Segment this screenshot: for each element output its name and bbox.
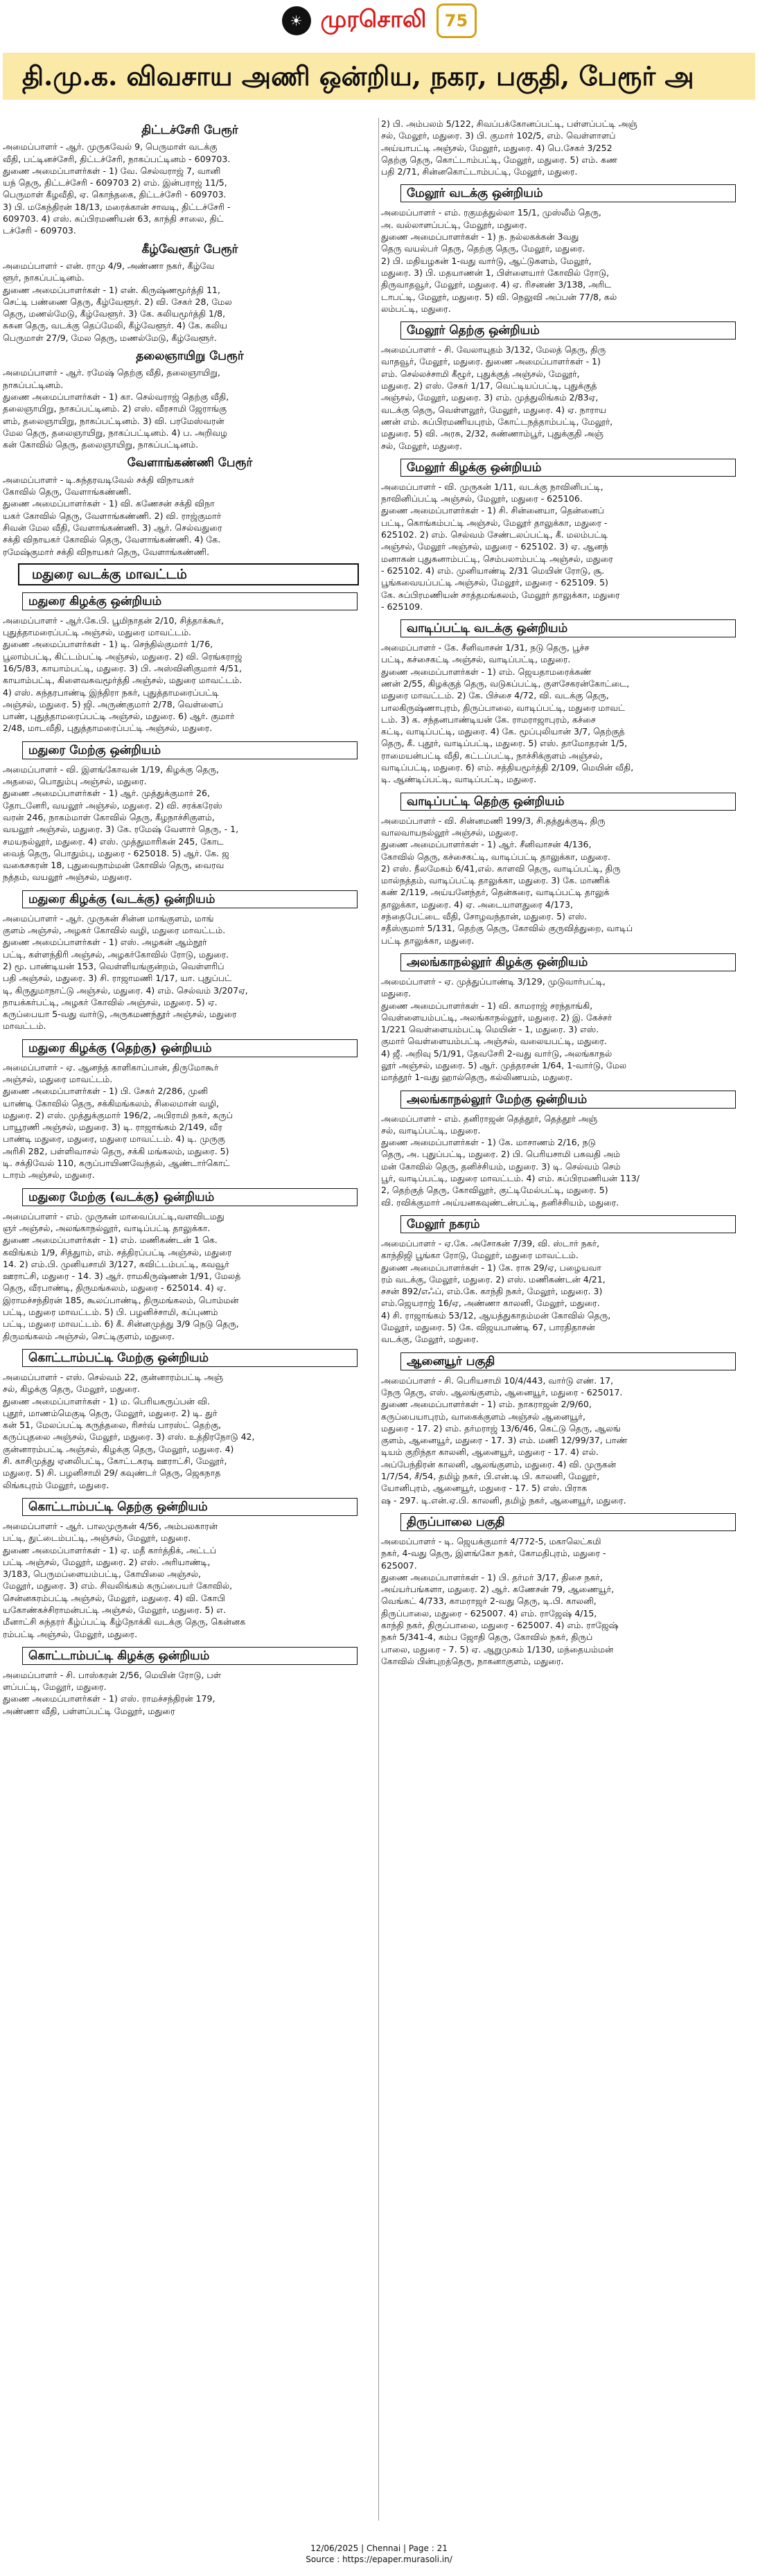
section-heading: மதுரை மேற்கு (வடக்கு) ஒன்றியம் (28, 1190, 215, 1204)
text-line: குளம் அஞ்சல், அழகர் கோவில் வழி, மதுரை மாவட்டம். (3, 925, 226, 936)
text-line: மதுரை. 5) வி. அரசு, 2/32, சுண்ணாம்பூர், புதுக்குதி அஞ் (381, 428, 603, 439)
text-line: 2) மூ. பாண்டியன் 153, வெள்ளியங்குன்றம், வெள்ளரிப் (3, 960, 224, 971)
text-line: சென்னகரம்பட்டி அஞ்சல், மேலூர், மதுரை. 4) வி. கோபி (3, 1592, 225, 1603)
text-line: துணை அமைப்பாளர்கள் - 1) வே. செல்வராஜ் 7, வானி (3, 165, 221, 176)
text-line: எம்.ஜெயராஜ் 16/ஏ, அண்ணா காலனி, மேலூர், மதுரை. (381, 1298, 600, 1309)
text-line: 1/221 வெள்ளையம்பட்டி மெயின் - 1, மதுரை. 3) எஸ். (381, 1024, 599, 1035)
text-line: துணை அமைப்பாளர்கள் - 1) எம். ஜெயதாமரைக்கண் (381, 666, 592, 677)
section-heading: மேலூர் வடக்கு ஒன்றியம் (407, 186, 543, 201)
text-line: பதி அஞ்சல், மதுரை. 3) சி. ராஜாமணி 1/17, யா. புதுப்பட் (3, 973, 232, 984)
text-line: பட்டி தாலுக்கா, மதுரை. (381, 935, 475, 946)
text-line: குளம், ஆனையூர், மதுரை - 17. 3) எம். மணி 12/99/37, பாண் (381, 1435, 628, 1446)
right-column (381, 118, 755, 2521)
text-line: நகர், 4-வது தெரு, இளங்கோ நகர், கோமதிபுரம், மதுரை - (381, 1548, 606, 1559)
text-line: பாலகிருஷ்ணாபுரம், திருப்பாலை, வாடிப்பட்டி, மதுரை மாவட் (381, 702, 625, 713)
text-line: மதுரை. 3) பி. மதயாணன் 1, பிள்ளையார் கோவில் ரோடு, (381, 267, 610, 278)
text-line: அ. வல்லாளப்பட்டி, மேலூர், மதுரை. (381, 219, 527, 230)
sun-emblem-icon: ☀ (282, 6, 311, 35)
text-line: 3/183, பெருமப்ளையம்பட்டி, கோயிலை அஞ்சல், (3, 1569, 201, 1580)
text-line: சல், கிழக்கு தெரு, மேலூர், மதுரை. (3, 1384, 140, 1395)
footer-source: Source : https://epaper.murasoli.in/ (306, 2555, 452, 2564)
text-line: டி. ஆண்டிப்பட்டி, வாடிப்பட்டி, மதுரை. (381, 774, 537, 785)
text-line: புதூர், மாணம்மெகுடி தெரு, மேலூர், மதுரை. 2) டி. துர் (3, 1407, 218, 1418)
text-line: பட்டி, கச்சைகட்டி அஞ்சல், வாடிப்பட்டி, மதுரை. (381, 654, 571, 665)
text-line: தெரு, கீ. புதூர், வாடிப்பட்டி, மதுரை. 5) எஸ். தாமோதரன் 1/5, (381, 738, 628, 749)
text-line: அமைப்பாளர் - சி. வேலாயுதம் 3/132, மேலத் தெரு, திரு (381, 344, 606, 355)
text-line: வெள்ளையம்பட்டி, அலங்காநல்லூர், மதுரை. 2) இ. கேச்சர் (381, 1012, 612, 1023)
text-line: மால்நத்தம், வாடிப்பட்டி தாலுக்கா, மதுரை. 3) கே. மாணிக் (381, 875, 610, 886)
text-line: மேலூர், மதுரை. 3) எம். சிவலிங்கம் கருப்பையர் கோவில், (3, 1580, 233, 1591)
text-line: துணை அமைப்பாளர்கள் - 1) கே. ராசு 29/ஏ, பழையவா (381, 1262, 601, 1273)
text-line: எம். செல்லச்சாமி கீழூர், புதுக்குத் அஞ்சல், மேலூர், (381, 368, 580, 379)
text-line: சதீஸ்குமார் 5/131, தெற்கு தெரு, கோவில் குருவித்துறை, வாடிப் (381, 923, 633, 934)
text-line: அமைப்பாளர் - வி. இளங்கோவன் 1/19, கிழக்கு தெரு, (3, 764, 219, 775)
text-line: பூர், வாடிப்பட்டி, மதுரை மாவட்டம். 4) எம். சுப்பிரமணியன் 113/ (381, 1173, 640, 1184)
section-heading-box (22, 890, 358, 908)
text-line: துணை அமைப்பாளர்கள் - 1) வி. காமராஜ் சரந்தாங்கி, (381, 1000, 593, 1011)
section-heading: அலங்காநல்லூர் கிழக்கு ஒன்றியம் (407, 955, 588, 969)
text-line: டி. சக்திவேல் 110, கருப்பாயிணவேந்தல், ஆண்டார்கொட் (3, 1158, 230, 1169)
text-line: மதுரை. 5) சி. பழனிசாமி 29/ கவுண்டர் தெரு, ஜெகநாத (3, 1467, 221, 1479)
text-line: பட்டி, மதுரை மாவட்டம். 6) கீ. சின்னமுத்து 3/9 நெடு தெரு, (3, 1318, 239, 1330)
text-line: டி, கிருதுமாநாட்டு அஞ்சல், மதுரை. 4) எம். செல்வம் 3/207ஏ, (3, 985, 248, 996)
text-line: ரமேஷ்குமார் சக்தி விநாயகர் தெரு, வேளாங்கண்ணி. (3, 546, 210, 557)
text-line: பெருமாள் கீழவீதி, ஏ. கொந்தகை, திட்டச்சேரி - 609703. (3, 189, 227, 200)
text-line: - 625102. 4) எம். முனியாண்டி 2/31 மெயின் ரோடு, சூ. (381, 565, 605, 576)
text-line: லிங்கபுரம் மேலூர், மதுரை. (3, 1479, 109, 1490)
text-line: வீதி, பட்டினச்சேரி, திட்டச்சேரி, நாகப்பட்டினம் - 609703. (3, 153, 231, 164)
text-line: மீனாட்சி சுந்தரர் கீழ்ப்பட்டி கீழ்நோக்கி வடக்கு தெரு, கென்னக (3, 1616, 246, 1627)
text-line: 2) எஸ். நீலமேகம் 6/41,எல். காளவி தெரு, வாடிப்பட்டி, திரு (381, 863, 621, 874)
text-line: அமைப்பாளர் - கே. சீனிவாசன் 1/31, நடு தெரு, பூச்ச (381, 642, 590, 653)
section-heading-box (400, 1215, 736, 1233)
text-line: நேரு தெரு, எஸ். ஆலங்குளம், ஆனையூர், மதுரை - 625017. (381, 1386, 623, 1397)
text-line: - 625109. (381, 601, 423, 612)
text-line: ராமையன்பட்டி வீதி, கட்டப்பட்டி, நாச்சிக்குளம் அஞ்சல், (381, 750, 603, 761)
text-line: மேல தெரு, தலைஞாயிறு, நாகப்பட்டினம். 4) ப. அறிவழ (3, 427, 228, 438)
text-line: யந் தெரு, திட்டச்சேரி - 609703 2) எம். இன்பராஜ் 11/5, (3, 177, 227, 188)
text-line: அமைப்பாளர் - ஆர். ரமேஷ் தெற்கு வீதி, தலைஞாயிறு, (3, 367, 220, 378)
text-line: அஞ்சல், மேலூர், மதுரை. 3) எம். முத்துலிங்கம் 2/83ஏ, (381, 392, 599, 403)
text-line: மாத்தூர் 1-வது ஹால்தெரு, கல்லிணயம், மதுரை. (381, 1072, 573, 1083)
text-line: புதுத்தாமரைப்பட்டி அஞ்சல், மதுரை மாவட்டம். (3, 627, 191, 638)
section-heading: மதுரை கிழக்கு ஒன்றியம் (28, 594, 162, 608)
text-line: மதுரை. 2) எஸ். முத்துக்குமார் 196/2, அபிராமி நகர், கருப் (3, 1109, 233, 1120)
section-heading: ஆனையூர் பகுதி (407, 1354, 495, 1368)
text-line: சி. காசிமுத்து ஏனலிபட்டி, கோட்டகரடி ஊராட்சி, மேலூர், (3, 1456, 227, 1467)
text-line: ஞர் அஞ்சல், அலங்காநல்லூர், வாடிப்பட்டி தாலுக்கா. (3, 1222, 211, 1233)
text-line: யகர் கோவில் தெரு, வேளாங்கண்ணி. 2) வி. ராஜ்குமார் (3, 510, 222, 521)
text-line: அய்யர்பங்களா, மதுரை. 2) ஆர். கணேசன் 79, ஆணையூர், (381, 1584, 615, 1595)
text-line: டாரம் அஞ்சல், மதுரை. (3, 1170, 95, 1181)
text-line: இராமச்சந்திரன் 185, கூலப்பாண்டி, திருமங்கலம், பொம்மன் (3, 1294, 239, 1305)
text-line: வைத் தெரு, பொதும்பு, மதுரை - 625018. 5) ஆர். கே. ஜ (3, 847, 229, 858)
section-heading-box (400, 1091, 736, 1109)
section-heading-box (22, 1039, 358, 1057)
text-line: டம். 3) க. சந்தனபாண்டியன் கே. ராமராஜாபுரம், கச்சை (381, 714, 596, 725)
section-heading: கீழ்வேளூர் பேரூர் (141, 242, 238, 256)
text-line: பூங்கவையப்பட்டி அஞ்சல், மேலூர், மதுரை - 625109. 5) (381, 577, 608, 588)
text-line: அமைப்பாளர் - ஆர். பாலமுருகன் 4/56, அம்பலகாரன் (3, 1520, 218, 1531)
text-line: மாவட்டம். (3, 1021, 46, 1032)
text-line: துணை அமைப்பாளர்கள் - 1) எஸ். அழகன் ஆம்நூர் (3, 937, 207, 948)
text-line: அஞ்சல், மேலூர் அஞ்சல், மதுரை - 625102. 3) ஏ. ஆனந் (381, 541, 608, 552)
text-line: 2) பி. அம்பலம் 5/122, சிவப்பக்கோனப்பட்டி, பள்ளப்பட்டி அஞ் (381, 118, 637, 129)
text-line: ணன் எம். சுப்பிரமணியபுரம், கோட்டநத்தாம்பட்டி, மேலூர், (381, 416, 613, 427)
text-line: ளப்பட்டி, மேலூர், மதுரை. (3, 1682, 107, 1693)
text-line: மேலூர், மதுரை. 5) கே. விஜயபாண்டி 67, பாரதிதாசன் (381, 1322, 595, 1333)
text-line: யகோண்கச்சிராமன்பட்டி அஞ்சல், மேலூர், மதுரை. 5) எ. (3, 1604, 227, 1615)
text-line: அமைப்பாளர் - எஸ். செல்வம் 22, குன்னாரம்பட்டி அஞ் (3, 1371, 223, 1382)
text-line: 1/7/54, சீ/54, தமிழ் நகர், பி.என்.டி பி. காலனி, மேலூர், (381, 1471, 600, 1482)
text-line: தெரு வயல்பர் தெரு, தெற்கு தெரு, மேலூர், மதுரை. (381, 243, 585, 254)
text-line: யோனிபுரம், ஆனையூர், மதுரை - 17. 5) எஸ். பிராக (381, 1483, 588, 1494)
text-line: பதி 2/71, சின்னகொட்டாம்பட்டி, மேலூர், மதுரை. (381, 166, 578, 177)
text-line: துணை அமைப்பாளர்கள் - 1) பி. சேகர் 2/286, முனி (3, 1086, 209, 1097)
text-line: காந்தி நகர், திருப்பாலை, மதுரை - 625007. 4) எம். ராஜேஷ் (381, 1619, 619, 1630)
text-line: அமைப்பாளர் - டி.சுந்தரவடிவேல் சக்தி விநாயகர் (3, 474, 195, 485)
section-heading-box (22, 1188, 358, 1206)
text-line: தெற்கு தெரு, கொட்டாம்பட்டி, மேலூர், மதுரை. 5) எம். கண (381, 154, 617, 165)
text-line: நாகப்பட்டினம். (3, 379, 64, 390)
text-line: சசன் 892/எஃப், எம்.கே. காந்தி நகர், மேலூர், மதுரை. 3) (381, 1286, 603, 1297)
text-line: அமைப்பாளர் - ஏ.கே. அசோகன் 7/39, வி. ஸ்டார் நகர், (381, 1237, 600, 1249)
text-line: செட்டி பண்ணை தெரு, கீழ்வேளூர். 2) வி. சேகர் 28, மேல (3, 296, 232, 307)
section-heading-box (22, 592, 358, 610)
section-heading: மேலூர் தெற்கு ஒன்றியம் (407, 324, 540, 338)
section-heading: வேளாங்கண்ணி பேரூர் (127, 456, 253, 470)
text-line: அரிசி 282, பள்ளிவாசல் தெரு, சக்கி மங்கலம், மதுரை. 5) (3, 1145, 229, 1156)
text-line: அமைப்பாளர் - எம். ரகுமத்துல்லா 15/1, முஸ்லீம் தெரு, (381, 207, 601, 218)
text-line: 625007. (381, 1560, 417, 1571)
text-line: அமைப்பாளர் - டி. ஜெயக்குமார் 4/772-5, மகாலெட்சுமி (381, 1535, 601, 1546)
text-line: யாண்டி கோவில் தெரு, சக்கிமங்கலம், சிலைமான் வழி, (3, 1097, 219, 1109)
text-line: தாலுக்கா, மதுரை. 4) ஏ. அடையாளதுரை 4/173, (381, 899, 573, 910)
text-line: கன் 51, மேலப்பட்டி கருத்தலை, ரிசர்வ் பாரஸ்ட் தெற்கு, (3, 1420, 222, 1431)
text-line: சக்தி விநாயகர் கோவில் தெரு, வேளாங்கண்ணி. 4) கே. (3, 534, 221, 545)
section-heading-box (400, 793, 736, 811)
text-line: அதலை, பொதும்பு அஞ்சல், மதுரை. (3, 776, 147, 787)
text-line: 4) எஸ். சுந்தரபாண்டி இந்திரா நகர், புதுத்தாமரைப்பட்டி (3, 687, 220, 698)
page-footer (0, 2543, 758, 2570)
text-line: கே. சுப்பிரமணியன் சாத்தமங்கலம், மேலூர் தாலுக்கா, மதுரை (381, 589, 620, 600)
text-line: தெரு, மணல்மேடு, கீழ்வேளூர். 3) கே. கலியமூர்த்தி 1/8, (3, 308, 226, 319)
headline-bar (3, 53, 755, 100)
text-line: கோவில் தெரு, கச்சைகட்டி, வாடிப்பட்டி தாலுக்கா, மதுரை. (381, 851, 610, 862)
page-title: தி.மு.க. விவசாய அணி ஒன்றிய, நகர, பகுதி, பேரூர் அ (22, 60, 694, 91)
text-line: கட்டி, வாடிப்பட்டி, மதுரை. 4) கே. மூப்புலியான் 3/7, தெற்குத் (381, 726, 625, 737)
text-line: அமைப்பாளர் - வி. சின்னமணி 199/3, சி.தத்துக்குடி, திரு (381, 815, 606, 826)
text-line: 4) ஜீ. அறிவு 5/1/91, தேவசேரி 2-வது வார்டு, அலங்காநல் (381, 1048, 612, 1059)
section-heading: வாடிப்பட்டி வடக்கு ஒன்றியம் (407, 621, 568, 636)
text-line: நகர் 5/341-4, கம்ப ஜோதி தெரு, கோவில் நகர், திருப் (381, 1632, 593, 1643)
section-heading: கொட்டாம்பட்டி தெற்கு ஒன்றியம் (28, 1499, 208, 1514)
text-line: அமைப்பாளர் - சி. பாஸ்கரன் 2/56, மெயின் ரோடு, பள் (3, 1669, 222, 1680)
text-line: டியம் குறிந்தா காலனி, ஆனையூர், மதுரை - 17. 4) எல். (381, 1447, 599, 1458)
text-line: அஞ்சல், மதுரை. 5) ஜி. அருண்குமார் 2/78, வெள்ளைப் (3, 698, 224, 709)
section-heading-box (400, 459, 736, 477)
text-line: சல், மேலூர், மதுரை. (381, 440, 463, 451)
text-line: அமைப்பாளர் - என். ராமு 4/9, அண்ணா நகர், கீழ்வே (3, 260, 215, 271)
text-line: துணை அமைப்பாளர்கள் - 1) என். கிருஷ்ணமூர்த்தி 11, (3, 284, 220, 295)
section-heading-box (22, 741, 358, 759)
text-line: ளம், தலைஞாயிறு, நாகப்பட்டினம். 3) வி. பரமேஸ்வரன் (3, 415, 224, 426)
text-line: 609703. 4) எஸ். சுப்பிரமணியன் 63, காந்தி சாலை, திட் (3, 213, 224, 224)
text-line: பெருமாள் 27/9, மேல தெரு, மணல்மேடு, கீழ்வேளூர். (3, 332, 218, 343)
text-line: ஊராட்சி, மதுரை - 14. 3) ஆர். ராமகிருஷ்ணன் 1/91, மேலத் (3, 1271, 241, 1282)
section-heading: கொட்டாம்பட்டி கிழக்கு ஒன்றியம் (28, 1648, 210, 1663)
text-line: அமைப்பாளர் - வி. முருகன் 1/11, வடக்கு நாவினிபட்டி, (381, 481, 603, 492)
text-line: திருப்பாலை, மதுரை - 625007. 4) எம். ராஜேஷ் 4/15, (381, 1607, 597, 1618)
text-line: துணை அமைப்பாளர்கள் - 1) எம். மணிகண்டன் 1 கெ. (3, 1235, 218, 1246)
newspaper-name: முரசொலி (320, 6, 427, 33)
text-line: அமைப்பாளர் - ஏ. ஆனந்த் காளிகாப்பான், திருமோகூர் (3, 1061, 219, 1073)
text-line: துணை அமைப்பாளர்கள் - 1) டி. செந்தில்குமார் 1/76, (3, 639, 213, 650)
text-line: 2, தெற்குத் தெரு, கோவிலூர், குட்டிமேல்பட்டி, மதுரை. 5) (381, 1185, 608, 1196)
section-heading-box (22, 1647, 358, 1665)
text-line: அமைப்பாளர் - சி. பெரியசாமி 10/4/443, வார்டு எண். 17, (381, 1375, 614, 1386)
text-line: தலைஞாயிறு, நாகப்பட்டினம். 2) எஸ். வீரசாமி ஜேராங்கு (3, 403, 227, 414)
anniversary-badge: 75 (437, 3, 477, 38)
text-line: துணை அமைப்பாளர்கள் - 1) ந. நல்லகக்கன் 3வது (381, 231, 579, 242)
text-line: அமைப்பாளர் - ஆர்.கே.பி. பூமிநாதன் 2/10, சித்தாக்கூர், (3, 615, 224, 626)
text-line: வயலூர் அஞ்சல், மதுரை. 3) கே. ரமேஷ் வேளார் தெரு, - 1, (3, 824, 239, 835)
text-line: பூலாம்பட்டி, கிட்டம்பட்டி அஞ்சல், மதுரை. 2) வி. ரெங்கராஜ் (3, 651, 243, 662)
left-column (3, 118, 377, 2521)
text-line: நாயக்கர்பட்டி, அழகர் கோவில் அஞ்சல், மதுரை. 5) ஏ. (3, 996, 218, 1007)
text-line: அண்ணா வீதி, பள்ளப்பட்டி மேலூர், மதுரை (3, 1705, 175, 1716)
text-line: துணை அமைப்பாளர்கள் - 1) எஸ். ராமச்சந்திரன் 179, (3, 1693, 215, 1704)
text-line: துணை அமைப்பாளர்கள் - 1) எம். நாகராஜன் 2/9/60, (381, 1399, 592, 1410)
section-heading-box (400, 321, 736, 339)
text-line: துணை அமைப்பாளர்கள் - 1) பி. தர்மர் 3/17, திசை நகர், (381, 1571, 603, 1582)
text-line: வி. ரவிக்குமார் அய்யனகவுண்டன்பட்டி, தனிச்சியம், மதுரை. (381, 1197, 619, 1208)
section-heading: மதுரை கிழக்கு (தெற்கு) ஒன்றியம் (28, 1041, 212, 1055)
masthead (0, 0, 758, 42)
text-line: துணை அமைப்பாளர்கள் - 1) ஆர். முத்துக்குமார் 26, (3, 788, 210, 799)
text-line: நாவினிப்பட்டி அஞ்சல், மேலூர், மதுரை - 625106. (381, 493, 583, 504)
text-line: ணன் 2/55, கிழக்குத் தெரு, வடுகப்பட்டி, குளசேகரன்கோட்டை, (381, 678, 630, 689)
text-line: அமைப்பாளர் - ஏ. முத்துப்பாண்டி 3/129, முடுவார்பட்டி, (381, 976, 606, 987)
text-line: திருவாதவூர், மேலூர், மதுரை. 4) ஏ. ரிசனண் 3/138, அரிட (381, 279, 612, 290)
text-line: சல், மேலூர், மதுரை. 3) பி. குமார் 102/5, எம். வெள்ளாளப் (381, 130, 616, 141)
text-line: மனாகன் புதுசுனாம்பட்டி, செம்பலாம்பட்டி அஞ்சல், மதுரை (381, 553, 613, 564)
text-line: 16/5/83, காயாம்பட்டி, மதுரை. 3) பி. அஸ்வினிகுமார் 4/51, (3, 662, 243, 673)
section-heading: திருப்பாலை பகுதி (407, 1515, 505, 1529)
text-line: சந்தைபேட்டை வீதி, சோழவந்தான், மதுரை. 5) எஸ். (381, 911, 588, 922)
section-heading-box (400, 184, 736, 202)
text-line: ரம்பட்டி அஞ்சல், மேலூர், மதுரை. (3, 1628, 138, 1639)
text-line: கன் கோவில் தெரு, தலைஞாயிறு, நாகப்பட்டினம். (3, 439, 199, 450)
text-line: துணை அமைப்பாளர்கள் - 1) கா. செல்வராஜ் தெற்கு வீதி, (3, 391, 229, 402)
text-line: சல், வாடிப்பட்டி, மதுரை. (381, 1124, 481, 1136)
text-line: துணை அமைப்பாளர்கள் - 1) வி. கணேசன் சக்தி விநா (3, 498, 215, 509)
text-line: மதுரை. 2) எஸ். சேகர் 1/17, வெட்டியப்பட்டி, புதுக்குத் (381, 380, 597, 391)
section-heading: மேலூர் நகரம் (407, 1217, 480, 1231)
text-line: 2/48, மாடவீதி, புதுத்தாமரைப்பட்டி அஞ்சல், மதுரை. (3, 723, 213, 734)
section-heading: மேலூர் கிழக்கு ஒன்றியம் (407, 460, 542, 475)
text-line: மதுரை. (381, 988, 412, 999)
text-line: பட்டி, கள்ளந்திரி அஞ்சல், அழகர்கோவில் ரோடு, மதுரை. (3, 949, 229, 960)
section-heading: மதுரை மேற்கு ஒன்றியம் (28, 743, 161, 757)
text-line: பாண்டி மதுரை, மதுரை, மதுரை மாவட்டம். 4) டி. முருகு (3, 1133, 225, 1145)
text-line: குன்னாரம்பட்டி அஞ்சல், கிழக்கு தெரு, மேலூர், மதுரை. 4) (3, 1443, 234, 1454)
text-line: கவிங்கம் 1/9, சித்துாம், எம். சத்திரப்பட்டி அஞ்சல், மதுரை (3, 1246, 232, 1258)
text-line: மன் கோவில் தெரு, தனிச்சியம், மதுரை. 3) டி. செல்வம் செம் (381, 1161, 621, 1172)
text-line: தோடனேரி, வயலூர் அஞ்சல், மதுரை. 2) வி. சரக்கரேஸ் (3, 800, 222, 811)
text-line: அமைப்பாளர் - எம். முருகன் மாவைப்பட்டி,வளவிடமது (3, 1210, 224, 1221)
text-line: துணை அமைப்பாளர்கள் - 1) கே. மாசாணம் 2/16, நடு (381, 1137, 596, 1148)
section-heading: மதுரை கிழக்கு (வடக்கு) ஒன்றியம் (28, 892, 215, 906)
text-line: வாலவாயநல்லூர் அஞ்சல், மதுரை. (381, 827, 518, 838)
text-line: கருப்புதலை அஞ்சல், மேலூர், மதுரை. 3) எஸ். உத்திரநோடு 42, (3, 1431, 255, 1443)
text-line: 4) சி. ராஜாங்கம் 53/12, ஆயத்துகாதம்மன் கோவில் தெரு, (381, 1309, 611, 1321)
text-line: லூர் அஞ்சல், மதுரை. 5) ஆர். முத்தரசன் 1/64, 1-வார்டு, மேல (381, 1060, 627, 1070)
section-heading: வாடிப்பட்டி தெற்கு ஒன்றியம் (407, 794, 565, 809)
text-line: வரன் 246, நாகம்மாள் கோவில் தெரு, கீழநாச்சிகுளம், (3, 811, 215, 822)
text-line: துணை அமைப்பாளர்கள் - 1) ஏ. மதீ கார்த்திக், அட்டப் (3, 1544, 217, 1555)
text-line: ரம் வடக்கு, மேலூர், மதுரை. 2) எஸ். மணிகண்டன் 4/21, (381, 1273, 606, 1285)
text-line: பட்டி, கொங்கம்பட்டி அஞ்சல், மேலூர் தாலுக்கா, மதுரை - (381, 517, 608, 528)
text-line: 625102. 2) எம். செல்வம் சேண்டலப்பட்டி, கீ. மலம்பட்டி (381, 529, 608, 540)
text-line: கோவில் பின்புறத்தெரு, நாகனாகுளம், மதுரை. (381, 1655, 564, 1666)
text-line: ஷ - 297. டி.என்.ஏ.பி. காலனி, தமிழ் நகர், ஆனையூர், மதுரை. (381, 1494, 626, 1506)
section-heading-box (22, 1498, 358, 1516)
text-line: வகைசகரன் 18, புதுவைநாம்மன் கோவில் தெரு, வைரவ (3, 860, 224, 871)
text-line: அமைப்பாளர் - ஆர். முருகன் சின்ன மாங்குளம், மாங் (3, 912, 214, 924)
text-line: கருப்பையா 5-வது வார்டு, அருகமணந்தூர் அஞ்சல், மதுரை (3, 1009, 237, 1020)
section-heading: கொட்டாம்பட்டி மேற்கு ஒன்றியம் (28, 1350, 209, 1365)
text-line: கண் 2/119, அய்யனேந்தர், தென்கரை, வாடிப்பட்டி தாலுக் (381, 887, 610, 898)
text-line: வாடிப்பட்டி, மதுரை. 6) எம். சத்தியமூர்த்தி 2/109, மெயின் வீதி, (381, 762, 634, 773)
text-line: சமயநல்லூர், மதுரை. 4) எஸ். முத்துமாரிகன் 245, கோட (3, 836, 224, 847)
text-line: ளூர், நாகப்பட்டினம். (3, 272, 85, 283)
text-line: மதுரை மாவட்டம். 2) கே. பிச்சை 4/72, வி. வடக்கு தெரு, (381, 690, 609, 701)
text-line: அமைப்பாளர் - எம். தனிராஜன் தெத்தூர், தெத்தூர் அஞ் (381, 1113, 598, 1124)
text-line: சிவன் மேல வீதி, வேளாங்கண்ணி. 3) ஆர். செல்வதுரை (3, 522, 222, 533)
text-line: துணை அமைப்பாளர்கள் - 1) சி. சின்னையா, தென்னைப் (381, 505, 604, 516)
text-line: சுசுன தெரு, வடக்கு தெப்மேலி, கீழ்வேளூர். 4) கே. கலிய (3, 320, 228, 331)
section-heading-box (400, 953, 736, 971)
text-line: தெரு, வீரபாண்டி, திருமங்கலம், மதுரை - 625014. 4) ஏ. (3, 1282, 227, 1294)
text-line: காந்திஜி பூங்கா ரோடு, மேலூர், மதுரை மாவட்டம். (381, 1250, 579, 1261)
text-line: மதுரை - 17. 2) எம். தர்மராஜ் 13/6/46, கெட்டு தெரு, ஆலங் (381, 1422, 621, 1433)
text-line: லம்பட்டி, மதுரை. (381, 303, 451, 314)
text-line: அமைப்பாளர் - ஆர். முருகவேல் 9, பெருமாள் வடக்கு (3, 141, 218, 152)
text-line: 2) பி. மதியழகன் 1-வது வார்டு, ஆட்டுகளம், மேலூர், (381, 255, 592, 266)
text-line: வாதவூர், மேலூர், மதுரை. துணை அமைப்பாளர்கள் - 1) (381, 356, 601, 367)
text-line: பட்டி அஞ்சல், மேலூர், மதுரை. 2) எஸ். அரியாண்டி, (3, 1556, 211, 1567)
text-line: 3) பி. மகேந்திரன் 18/13, மரைக்கான் சாவடி, திட்டச்சேரி - (3, 201, 231, 212)
district-section-title: மதுரை வடக்கு மாவட்டம் (18, 563, 359, 585)
footer-date-page: 12/06/2025 | Chennai | Page : 21 (310, 2543, 448, 2553)
text-line: பாலை, மதுரை - 7. 5) ஏ. ஆறுமுகம் 1/130, மந்தையம்மன் (381, 1643, 614, 1655)
text-line: துணை அமைப்பாளர்கள் - 1) ம. பெரியகருப்பன் வி. (3, 1395, 211, 1406)
text-line: பாண், புதுத்தாமரைப்பட்டி அஞ்சல், மதுரை. 6) ஆர். குமார் (3, 711, 235, 722)
section-heading: தலைஞாயிறு பேரூர் (136, 349, 244, 364)
text-line: 14. 2) எம்.பி. முனியசாமி 3/127, கவிட்டம்பட்டி, கவவூர் (3, 1258, 229, 1269)
text-line: பட்டி, துட்டைம்பட்டி, அஞ்சல், மேலூர், மதுரை. (3, 1533, 191, 1544)
section-heading-box (22, 1349, 358, 1367)
text-line: அய்யாபட்டி அஞ்சல், மேலூர், மதுரை. 4) பெ.சேகர் 3/252 (381, 142, 612, 153)
section-heading-box (400, 619, 736, 637)
text-line: அஞ்சல், மதுரை மாவட்டம். (3, 1074, 113, 1084)
text-line: டாபட்டி, மேலூர், மதுரை. 5) வி. நெலுவி அப்பன் 77/8, கல் (381, 291, 617, 302)
section-heading-box (400, 1513, 736, 1531)
text-line: வடக்கு தெரு, வெள்ளலூர், மேலூர், மதுரை. 4) ஏ. நாராய (381, 404, 606, 415)
text-line: காயாம்பட்டி, கிளைவசுவமூர்த்தி அஞ்சல், மதுரை மாவட்டம். (3, 675, 243, 686)
text-line: வெங்கட் 4/733, காமராஜர் 2-வது தெரு, டி.பி. காலனி, (381, 1596, 597, 1607)
text-line: கோவில் தெரு, வேளாங்கண்ணி. (3, 486, 132, 497)
section-heading-box (400, 1352, 736, 1370)
section-heading: திட்டச்சேரி பேரூர் (141, 123, 238, 137)
text-line: திருமங்கலம் அஞ்சல், செட்டிகுளம், மதுரை. (3, 1330, 175, 1341)
text-line: கருப்பையாபுரம், வாகைக்குளம் அஞ்சல் ஆனையூர், (381, 1411, 585, 1422)
text-line: நத்தம், வயலூர் அஞ்சல், மதுரை. (3, 872, 132, 883)
column-divider (378, 118, 379, 2521)
text-line: டச்சேரி - 609703. (3, 225, 76, 236)
text-line: தெரு, அ. புதுப்பட்டி, மதுரை. 2) பி. பெரியசாமி பகவதி அம் (381, 1149, 621, 1160)
text-line: பட்டி, மதுரை மாவட்டம். 5) பி. பழனிச்சாமி, கப்புணம் (3, 1307, 218, 1318)
text-line: குமார் வெள்ளையம்பட்டி அஞ்சல், வலையபட்டி, மதுரை. (381, 1036, 607, 1047)
text-line: அப்பேந்திரன் காலனி, ஆலங்குளம், மதுரை. 4) வி. முருகன் (381, 1458, 617, 1470)
text-line: துணை அமைப்பாளர்கள் - 1) ஆர். சீனிவாசன் 4/136, (381, 839, 592, 850)
section-heading: அலங்காநல்லூர் மேற்கு ஒன்றியம் (407, 1092, 588, 1106)
text-line: வடக்கு, மேலூர், மதுரை. (381, 1334, 479, 1345)
text-line: பாயூரணி அஞ்சல், மதுரை. 3) டி. ராஜாங்கம் 2/149, வீர (3, 1122, 222, 1133)
